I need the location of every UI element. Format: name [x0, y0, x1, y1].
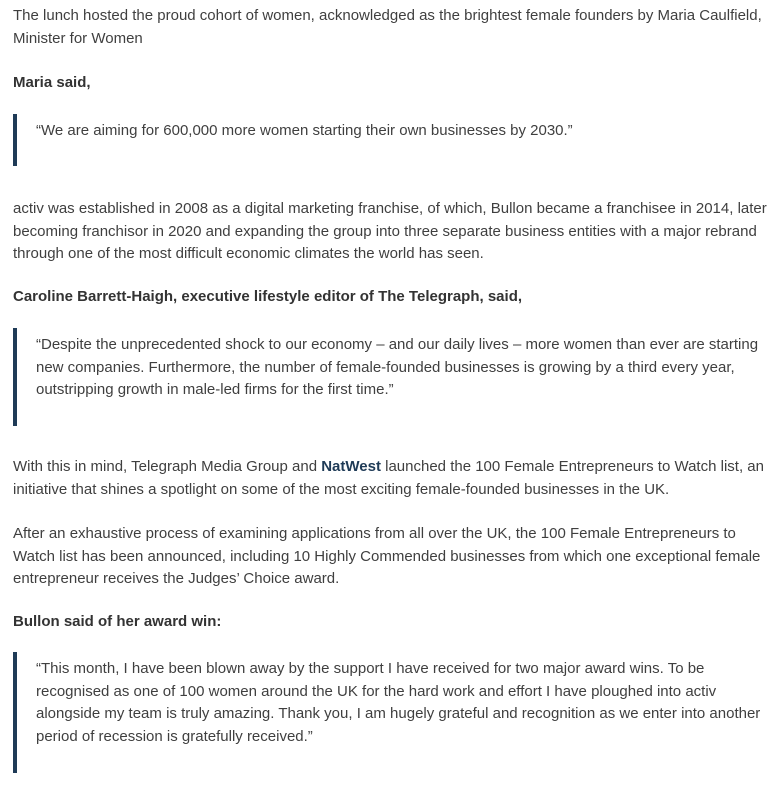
intro-paragraph: The lunch hosted the proud cohort of women, acknowledged as the brightest female founders by Maria Caulfield, Minister for Women [13, 7, 762, 47]
quote-caroline-text: “Despite the unprecedented shock to our economy – and our daily lives – more women than ever are starting new companies. Furthermore, the number of female-founded businesses is growing by a third every year, outstripping growth in male-led firms for the first time.” [36, 336, 759, 398]
maria-said-label: Maria said, [13, 74, 91, 91]
blockquote-caroline [13, 328, 768, 426]
blockquote-maria [13, 114, 768, 166]
quote-bullon-text: “This month, I have been blown away by the support I have received for two major award wins. To be recognised as one of 100 women around the UK for the hard work and effort I have ploughed into activ alongside my team is truly amazing. Thank you, I am hugely grateful and recognition as we enter into another period of recession is gratefully received.” [36, 660, 761, 745]
quote-maria-text: “We are aiming for 600,000 more women starting their own businesses by 2030.” [36, 122, 573, 139]
natwest-paragraph-after: launched the 100 Female Entrepreneurs to Watch list, an initiative that shines a spotlight on some of the most exciting female-founded businesses in the UK. [13, 458, 764, 498]
natwest-paragraph-before: With this in mind, Telegraph Media Group and [13, 458, 322, 475]
exhaustive-process-paragraph: After an exhaustive process of examining applications from all over the UK, the 100 Female Entrepreneurs to Watch list has been announced, including 10 Highly Commended businesses from which one exceptional female entrepreneur receives the Judges’ Choice award. [13, 525, 761, 587]
blockquote-bullon [13, 652, 768, 773]
bullon-said-label: Bullon said of her award win: [13, 613, 222, 630]
natwest-paragraph [13, 456, 768, 501]
natwest-link[interactable]: NatWest [321, 458, 381, 475]
activ-history-paragraph: activ was established in 2008 as a digital marketing franchise, of which, Bullon became a franchisee in 2014, later becoming franchisor in 2020 and expanding the group into three separate business entities with a major rebrand through one of the most difficult economic climates the world has seen. [13, 200, 767, 262]
caroline-said-label: Caroline Barrett-Haigh, executive lifestyle editor of The Telegraph, said, [13, 288, 523, 305]
